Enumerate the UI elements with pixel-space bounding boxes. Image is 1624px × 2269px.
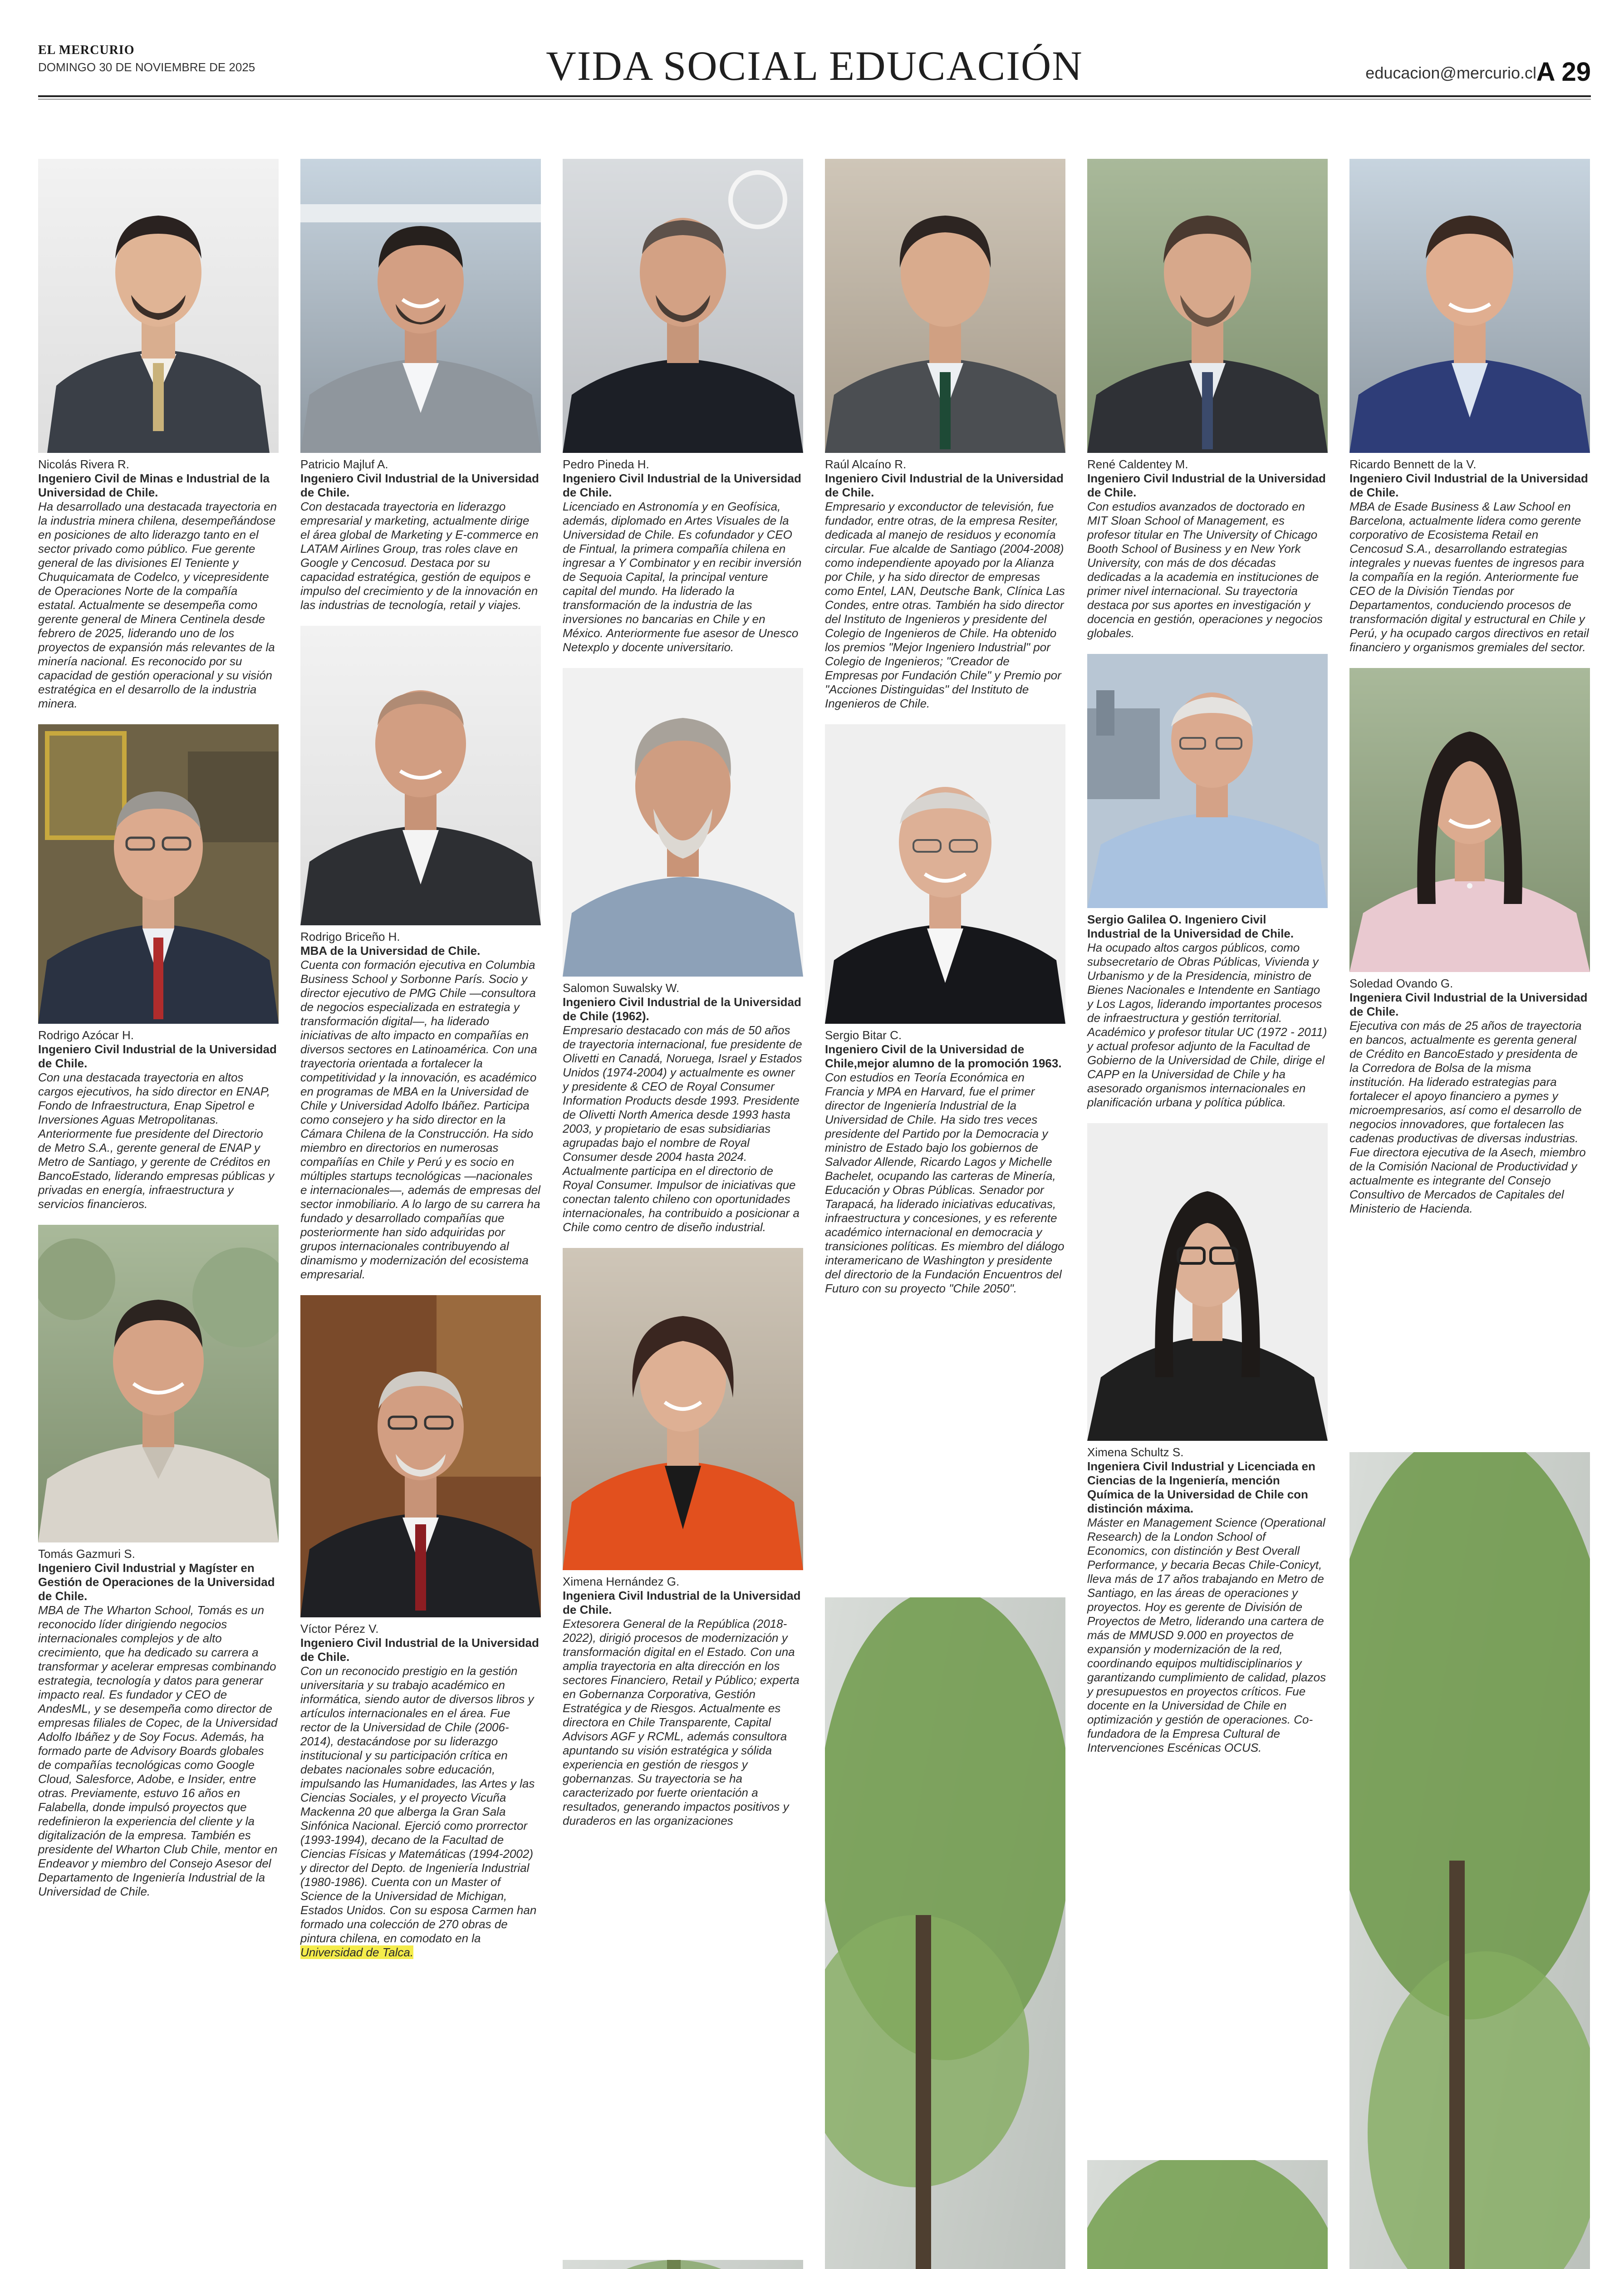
portrait-photo [1349,668,1590,972]
person-name: Ximena Schultz S. [1087,1445,1184,1459]
portrait-photo [38,1225,279,1542]
portrait-photo [1087,654,1328,908]
column-4 [825,159,1065,1309]
issue-date: DOMINGO 30 DE NOVIEMBRE DE 2025 [38,60,255,74]
person-caption [1349,457,1590,654]
person-bio: Con destacada trayectoria en liderazgo empresarial y marketing, actualmente dirige el área global de Marketing y E-commerce en LATAM Airlines Group, tras roles clave en Google y Cencosud. Destaca por su capacidad estratégica, gestión de equipos e impulso del crecimiento y de la innovación en las industrias de tecnología, retail y viajes. [300,500,539,612]
portrait-photo [38,159,279,453]
page-number: A 29 [1536,57,1591,87]
person-caption [563,457,803,654]
person-title: Ingeniera Civil Industrial de la Universidad de Chile. [563,1589,801,1616]
portrait-photo [300,159,541,453]
person-title: Ingeniero Civil Industrial de la Universidad de Chile (1962). [563,995,801,1023]
portrait-photo [825,159,1065,453]
person-title: MBA de la Universidad de Chile. [300,944,481,958]
column-2 [300,159,541,1973]
person-name: Patricio Majluf A. [300,457,388,471]
portrait-photo [38,724,279,1024]
portrait-photo [1087,1123,1328,1441]
person-title: Ingeniero Civil Industrial de la Universidad de Chile. [1349,471,1588,499]
person-title: Ingeniero Civil Industrial de la Universidad de Chile. [825,471,1064,499]
person-name: Raúl Alcaíno R. [825,457,907,471]
person-bio: Con estudios avanzados de doctorado en MIT Sloan School of Management, es profesor titular en The University of Chicago Booth School of Business y en New York University, con más de dos décadas dedicadas a la academia en instituciones de primer nivel internacional. Su trayectoria destaca por sus aportes en investigación y docencia en gestión, operaciones y negocios globales. [1087,500,1323,640]
person-caption [38,1547,279,1899]
person-name: Ricardo Bennett de la V. [1349,457,1477,471]
garden-photo-strip [563,2260,803,2269]
bio-text: Con un reconocido prestigio en la gestión universitaria y su trabajo académico en informática, siendo autor de diversos libros y artículos internacionales en el área. Fue rector de la Universidad de Chile (2006-2014), destacándose por su liderazgo institucional y su participación crítica en debates nacionales sobre educación, impulsando las Humanidades, las Artes y las Ciencias Sociales, y el proyecto Vicuña Mackenna 20 que alberga la Gran Sala Sinfónica Nacional. Ejerció como prorrector (1993-1994), decano de la Facultad de Ciencias Físicas y Matemáticas (1994-2002) y director del Depto. de Ingeniería Industrial (1980-1986). Cuenta con un Master of Science de la Universidad de Michigan, Estados Unidos. Con su esposa Carmen han formado una colección de 270 obras de pintura chilena, en comodato en la [300,1664,537,1945]
portrait-photo [563,1248,803,1570]
portrait-photo [563,668,803,977]
person-bio: Cuenta con formación ejecutiva en Columbia Business School y Sorbonne París. Socio y director ejecutivo de PMG Chile —consultora de negocios especializada en estrategia y transformación digital—, ha liderado iniciativas de alto impacto en compañías en diversos sectores en Latinoamérica. Con una trayectoria orientada a fortalecer la competitividad y la innovación, es académico en programas de MBA en la Universidad de Chile y Universidad Adolfo Ibáñez. Participa como consejero y ha sido director en la Cámara Chilena de la Construcción. Ha sido miembro en directorios en numerosas compañías en Chile y Perú y es socio en múltiples startups tecnológicas —nacionales e internacionales—, además de empresas del sector inmobiliario. A lo largo de su carrera ha fundado y desarrollado compañías que posteriormente han sido adquiridas por grupos internacionales contribuyendo al dinamismo y modernización del ecosistema empresarial. [300,958,540,1281]
newspaper-name: EL MERCURIO [38,43,135,57]
portrait-photo [825,724,1065,1024]
garden-photo-strip [825,1597,1065,2269]
person-title: Ingeniero Civil Industrial de la Universidad de Chile. [563,471,801,499]
person-title: Ingeniero Civil Industrial y Magíster en Gestión de Operaciones de la Universidad de Chile. [38,1561,275,1603]
person-bio: Máster en Management Science (Operational Research) de la London School of Economics, con distinción y Best Overall Performance, y becaria Becas Chile-Conicyt, lleva más de 17 años trabajando en Metro de Santiago, en las áreas de operaciones y proyectos. Hoy es gerente de División de Proyectos de Metro, liderando una cartera de más de MMUSD 9.000 en proyectos de expansión y modernización de la red, coordinando equipos multidisciplinarios y garantizando cumplimiento de calidad, plazos y presupuestos en proyectos críticos. Fue docente en la Universidad de Chile en optimización y gestión de operaciones. Co-fundadora de la Empresa Cultural de Intervenciones Escénicas OCUS. [1087,1516,1326,1754]
person-bio: Licenciado en Astronomía y en Geofísica, además, diplomado en Artes Visuales de la Universidad de Chile. Es cofundador y CEO de Fintual, la primera compañía chilena en ingresar a Y Combinator y en recibir inversión de Sequoia Capital, la principal venture capital del mundo. Ha liderado la transformación de la industria de las inversiones no bancarias en Chile y en México. Anteriormente fue asesor de Unesco Netexplo y docente universitario. [563,500,802,654]
person-bio: Con una destacada trayectoria en altos cargos ejecutivos, ha sido director en ENAP, Fondo de Infraestructura, Enap Sipetrol e Inversiones Aguas Metropolitanas. Anteriormente fue presidente del Directorio de Metro S.A., gerente general de ENAP y Metro de Santiago, y gerente de Créditos en BancoEstado, liderando empresas públicas y privadas en energía, infraestructura y servicios financieros. [38,1071,275,1211]
person-bio: Extesorera General de la República (2018-2022), dirigió procesos de modernización y transformación digital en el Estado. Con una amplia trayectoria en alta dirección en los sectores Financiero, Retail y Público; experta en Gobernanza Corporativa, Gestión Estratégica y de Riesgos. Actualmente es directora en Chile Transparente, Capital Advisors AGF y RCML, además consultora apuntando su visión estratégica y sólida experiencia en gestión de riesgos y gobernanzas. Su trayectoria se ha caracterizado por fuerte orientación a resultados, generando impactos positivos y duraderos en las organizaciones [563,1617,800,1827]
person-bio: MBA de Esade Business & Law School en Barcelona, actualmente lidera como gerente corporativo de Ecosistema Retail en Cencosud S.A., desarrollando estrategias integrales y nuevas fuentes de ingresos para la compañía en la región. Anteriormente fue CEO de la División Tiendas por Departamentos, conduciendo procesos de transformación digital y estructural en Chile y Perú, y ha ocupado cargos directivos en retail financiero y organismos gremiales del sector. [1349,500,1589,654]
person-name: René Caldentey M. [1087,457,1188,471]
portrait-photo [300,1295,541,1617]
person-title: Ingeniero Civil Industrial de la Universidad de Chile. [300,471,539,499]
masthead [38,43,1591,93]
person-title: Ingeniero Civil Industrial de la Universidad de Chile. [38,1042,277,1070]
person-name: Rodrigo Briceño H. [300,930,400,943]
garden-photo-strip [1087,2160,1328,2269]
person-bio: Ejecutiva con más de 25 años de trayectoria en bancos, actualmente es gerenta general de Crédito en BancoEstado y presidenta de la Corredora de Bolsa de la misma institución. Ha liderado estrategias para fortalecer el apoyo financiero a pymes y microempresarios, así como el desarrollo de negocios innovadores, que fortalecen las cadenas productivas de diversas industrias. Fue directora ejecutiva de la Asech, miembro de la Comisión Nacional de Productividad y actualmente es integrante del Consejo Consultivo de Mercados de Capitales del Ministerio de Hacienda. [1349,1019,1586,1215]
column-5 [1087,159,1328,1768]
person-name: Víctor Pérez V. [300,1622,379,1635]
person-caption [1349,977,1590,1216]
person-caption [300,930,541,1282]
person-name: Pedro Pineda H. [563,457,649,471]
person-name: Salomon Suwalsky W. [563,981,680,995]
person-caption [825,457,1065,711]
column-1 [38,159,279,1912]
person-caption [1087,1445,1328,1755]
column-6 [1349,159,1590,1229]
highlighted-text: Universidad de Talca. [300,1945,414,1959]
section-email[interactable]: educacion@mercurio.cl [1365,64,1536,82]
person-bio: Empresario destacado con más de 50 años de trayectoria internacional, fue presidente de Olivetti en Canadá, Noruega, Israel y Estados Unidos (1974-2004) y actualmente es owner y presidente & CEO de Royal Consumer Information Products desde 1993. Presidente de Olivetti North America desde 1993 hasta 2003, y propietario de esas subsidiarias agrupadas bajo el nombre de Royal Consumer desde 2004 hasta 2024. Actualmente participa en el directorio de Royal Consumer. Impulsor de iniciativas que conectan talento chileno con oportunidades internacionales, ha contribuido a posicionar a Chile como centro de diseño industrial. [563,1023,802,1234]
person-caption [300,1622,541,1960]
portrait-photo [563,159,803,453]
person-name: Nicolás Rivera R. [38,457,129,471]
person-name: Sergio Galilea O. Ingeniero Civil [1087,913,1266,926]
garden-photo-strip [1349,1452,1590,2269]
person-bio: MBA de The Wharton School, Tomás es un reconocido líder dirigiendo negocios internacionales complejos y de alto crecimiento, que ha dedicado su carrera a transformar y acelerar empresas combinando estrategia, tecnología y datos para generar impacto real. Es fundador y CEO de AndesML, y se desempeña como director de empresas filiales de Copec, de la Universidad Adolfo Ibáñez y de Soy Focus. Además, ha formado parte de Advisory Boards globales de compañías tecnológicas como Google Cloud, Salesforce, Adobe, e Insider, entre otras. Previamente, estuvo 16 años en Falabella, donde impulsó proyectos que redefinieron la experiencia del cliente y la digitalización de la empresa. También es presidente del Wharton Club Chile, mentor en Endeavor y miembro del Consejo Asesor del Departamento de Ingeniería Industrial de la Universidad de Chile. [38,1603,278,1898]
portrait-photo [1349,159,1590,453]
person-name: Sergio Bitar C. [825,1028,902,1042]
person-name: Soledad Ovando G. [1349,977,1453,990]
person-caption [1087,457,1328,640]
column-3 [563,159,803,1842]
person-title: Ingeniera Civil Industrial de la Universidad de Chile. [1349,991,1588,1018]
person-title: Ingeniero Civil Industrial de la Universidad de Chile. [1087,471,1326,499]
person-bio [300,1664,541,1960]
person-title: Industrial de la Universidad de Chile. [1087,927,1294,940]
person-title: Ingeniero Civil Industrial de la Universidad de Chile. [300,1636,539,1664]
portrait-photo [300,626,541,925]
person-title: Ingeniero Civil de la Universidad de Chile,mejor alumno de la promoción 1963. [825,1042,1062,1070]
person-caption [825,1028,1065,1296]
person-caption [563,1575,803,1828]
person-caption [38,1028,279,1211]
person-name: Ximena Hernández G. [563,1575,680,1588]
section-title: VIDA SOCIAL EDUCACIÓN [546,43,1083,89]
person-caption [563,981,803,1234]
person-bio: Ha ocupado altos cargos públicos, como subsecretario de Obras Públicas, Vivienda y Urbanismo y de la Presidencia, ministro de Bienes Nacionales e Intendente en Santiago y Los Lagos, liderando importantes procesos de infraestructura y gestión territorial. Académico y profesor titular UC (1972 - 2011) y actual profesor adjunto de la Facultad de Gobierno de la Universidad de Chile, dirige el CAPP en la Universidad de Chile y ha asesorado organismos internacionales en planificación urbana y política pública. [1087,941,1327,1109]
person-caption [38,457,279,711]
header-rule [38,95,1591,97]
person-bio: Empresario y exconductor de televisión, fue fundador, entre otras, de la empresa Resiter, dedicada al manejo de residuos y economía circular. Fue alcalde de Santiago (2004-2008) como independiente apoyado por la Alianza por Chile, y ha sido director de empresas como Entel, LAN, Deutsche Bank, Clínica Las Condes, entre otras. También ha sido director del Instituto de Ingenieros y presidente del Colegio de Ingenieros de Chile. Ha obtenido los premios "Mejor Ingeniero Industrial" por Colegio de Ingenieros; "Creador de Empresas por Fundación Chile" y Premio por "Acciones Distinguidas" del Instituto de Ingenieros de Chile. [825,500,1065,710]
person-caption [1087,913,1328,1110]
person-bio: Ha desarrollado una destacada trayectoria en la industria minera chilena, desempeñándose en posiciones de alto liderazgo tanto en el sector privado como público. Fue gerente general de las divisiones El Teniente y Chuquicamata de Codelco, y vicepresidente de Operaciones Norte de la compañía estatal. Actualmente se desempeña como gerente general de Minera Centinela desde febrero de 2025, liderando uno de los proyectos de expansión más relevantes de la minería nacional. Es reconocido por su capacidad de gestión operacional y su visión estratégica en el desarrollo de la industria minera. [38,500,277,710]
person-bio: Con estudios en Teoría Económica en Francia y MPA en Harvard, fue el primer director de Ingeniería Industrial de la Universidad de Chile. Ha sido tres veces presidente del Partido por la Democracia y ministro de Estado bajo los gobiernos de Salvador Allende, Ricardo Lagos y Michelle Bachelet, ocupando las carteras de Minería, Educación y Obras Públicas. Senador por Tarapacá, ha liderado iniciativas educativas, infraestructura y concesiones, y es referente académico internacional en democracia y transiciones políticas. Es miembro del diálogo interamericano de Washington y presidente del directorio de la Fundación Encuentros del Futuro con su proyecto "Chile 2050". [825,1071,1065,1295]
person-name: Tomás Gazmuri S. [38,1547,135,1561]
person-title: Ingeniero Civil de Minas e Industrial de la Universidad de Chile. [38,471,270,499]
person-title: Ingeniera Civil Industrial y Licenciada en Ciencias de la Ingeniería, mención Química de la Universidad de Chile con distinción máxima. [1087,1459,1315,1515]
person-name: Rodrigo Azócar H. [38,1028,134,1042]
person-caption [300,457,541,612]
portrait-photo [1087,159,1328,453]
